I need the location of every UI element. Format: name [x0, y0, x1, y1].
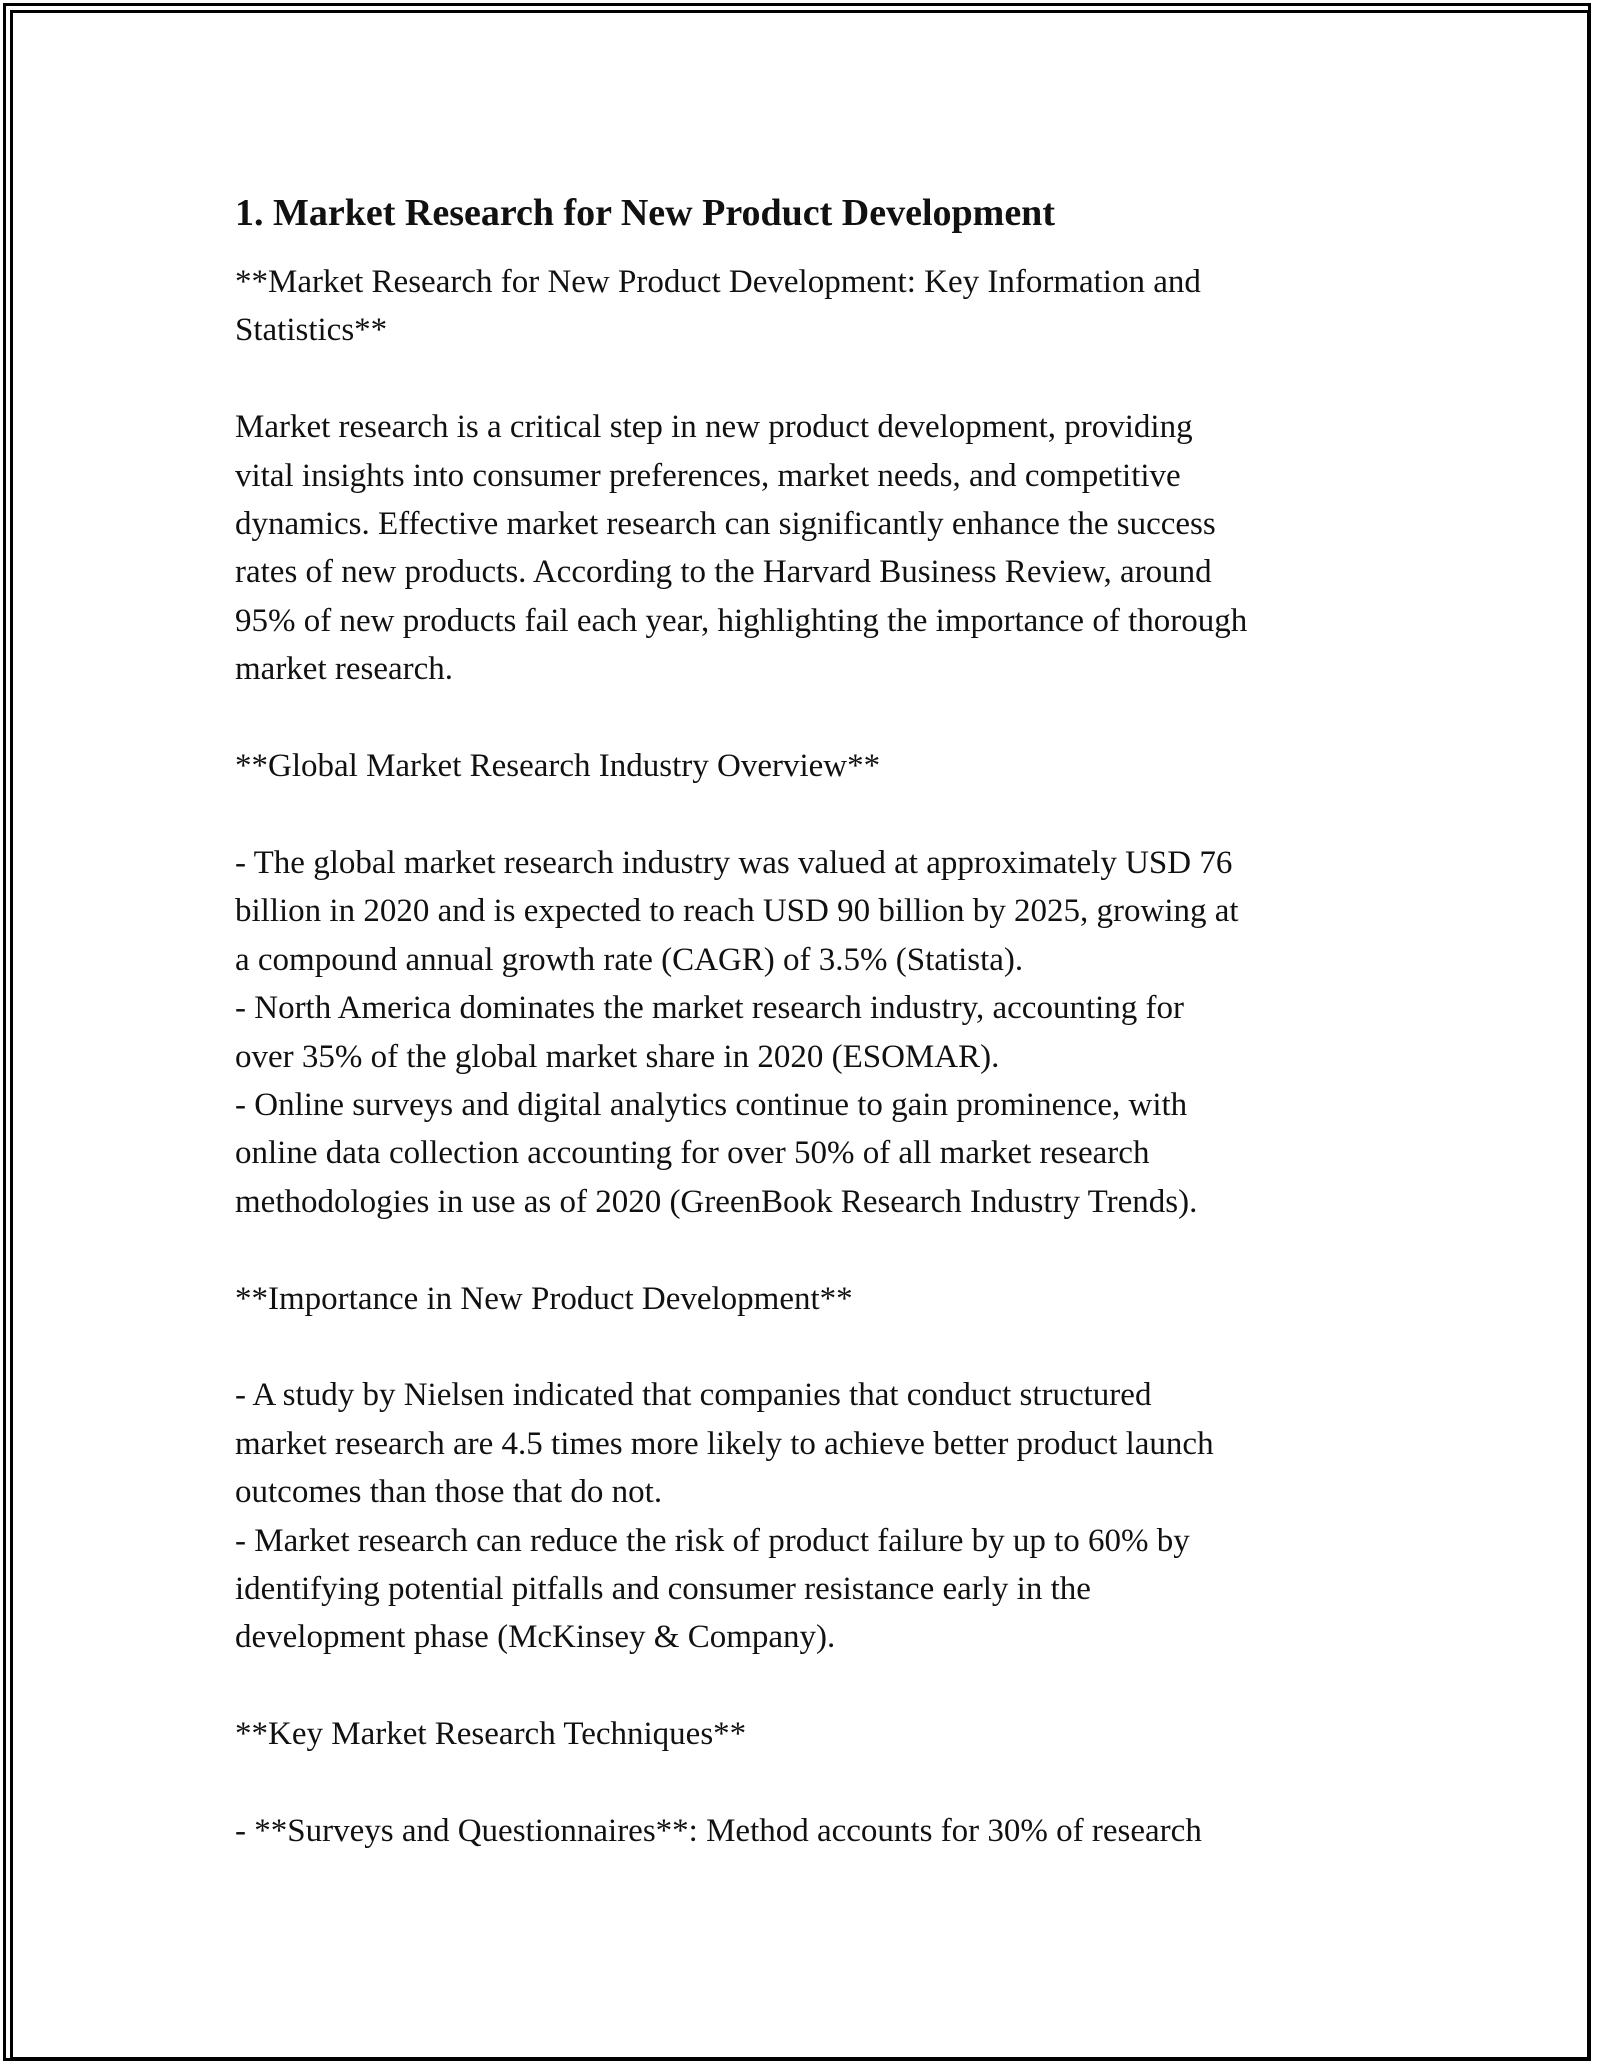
document-body: **Market Research for New Product Development: Key Information and Statistics** Market research is a critical step in new product development, providing vital insights into consumer preferences, market needs, and competitive dynamics. Effective market research can significantly enhance the success rates of new products. According to the Harvard Business Review, around 95% of new products fail each year, highlighting the importance of thorough market research. **Global Market Research Industry Overview** - The global market research industry was valued at approximately USD 76 billion in 2020 and is expected to reach USD 90 billion by 2025, growing at a compound annual growth rate (CAGR) of 3.5% (Statista). - North America dominates the market research industry, accounting for over 35% of the global market share in 2020 (ESOMAR). - Online surveys and digital analytics continue to gain prominence, with online data collection accounting for over 50% of all market research methodologies in use as of 2020 (GreenBook Research Industry Trends). **Importance in New Product Development** - A study by Nielsen indicated that companies that conduct structured market research are 4.5 times more likely to achieve better product launch outcomes than those that do not. - Market research can reduce the risk of product failure by up to 60% by identifying potential pitfalls and consumer resistance early in the development phase (McKinsey & Company). **Key Market Research Techniques** - **Surveys and Questionnaires**: Method accounts for 30% of research — [235, 264, 1248, 1849]
document-title: 1. Market Research for New Product Development — [235, 192, 1055, 234]
document-content — [235, 186, 1375, 1855]
